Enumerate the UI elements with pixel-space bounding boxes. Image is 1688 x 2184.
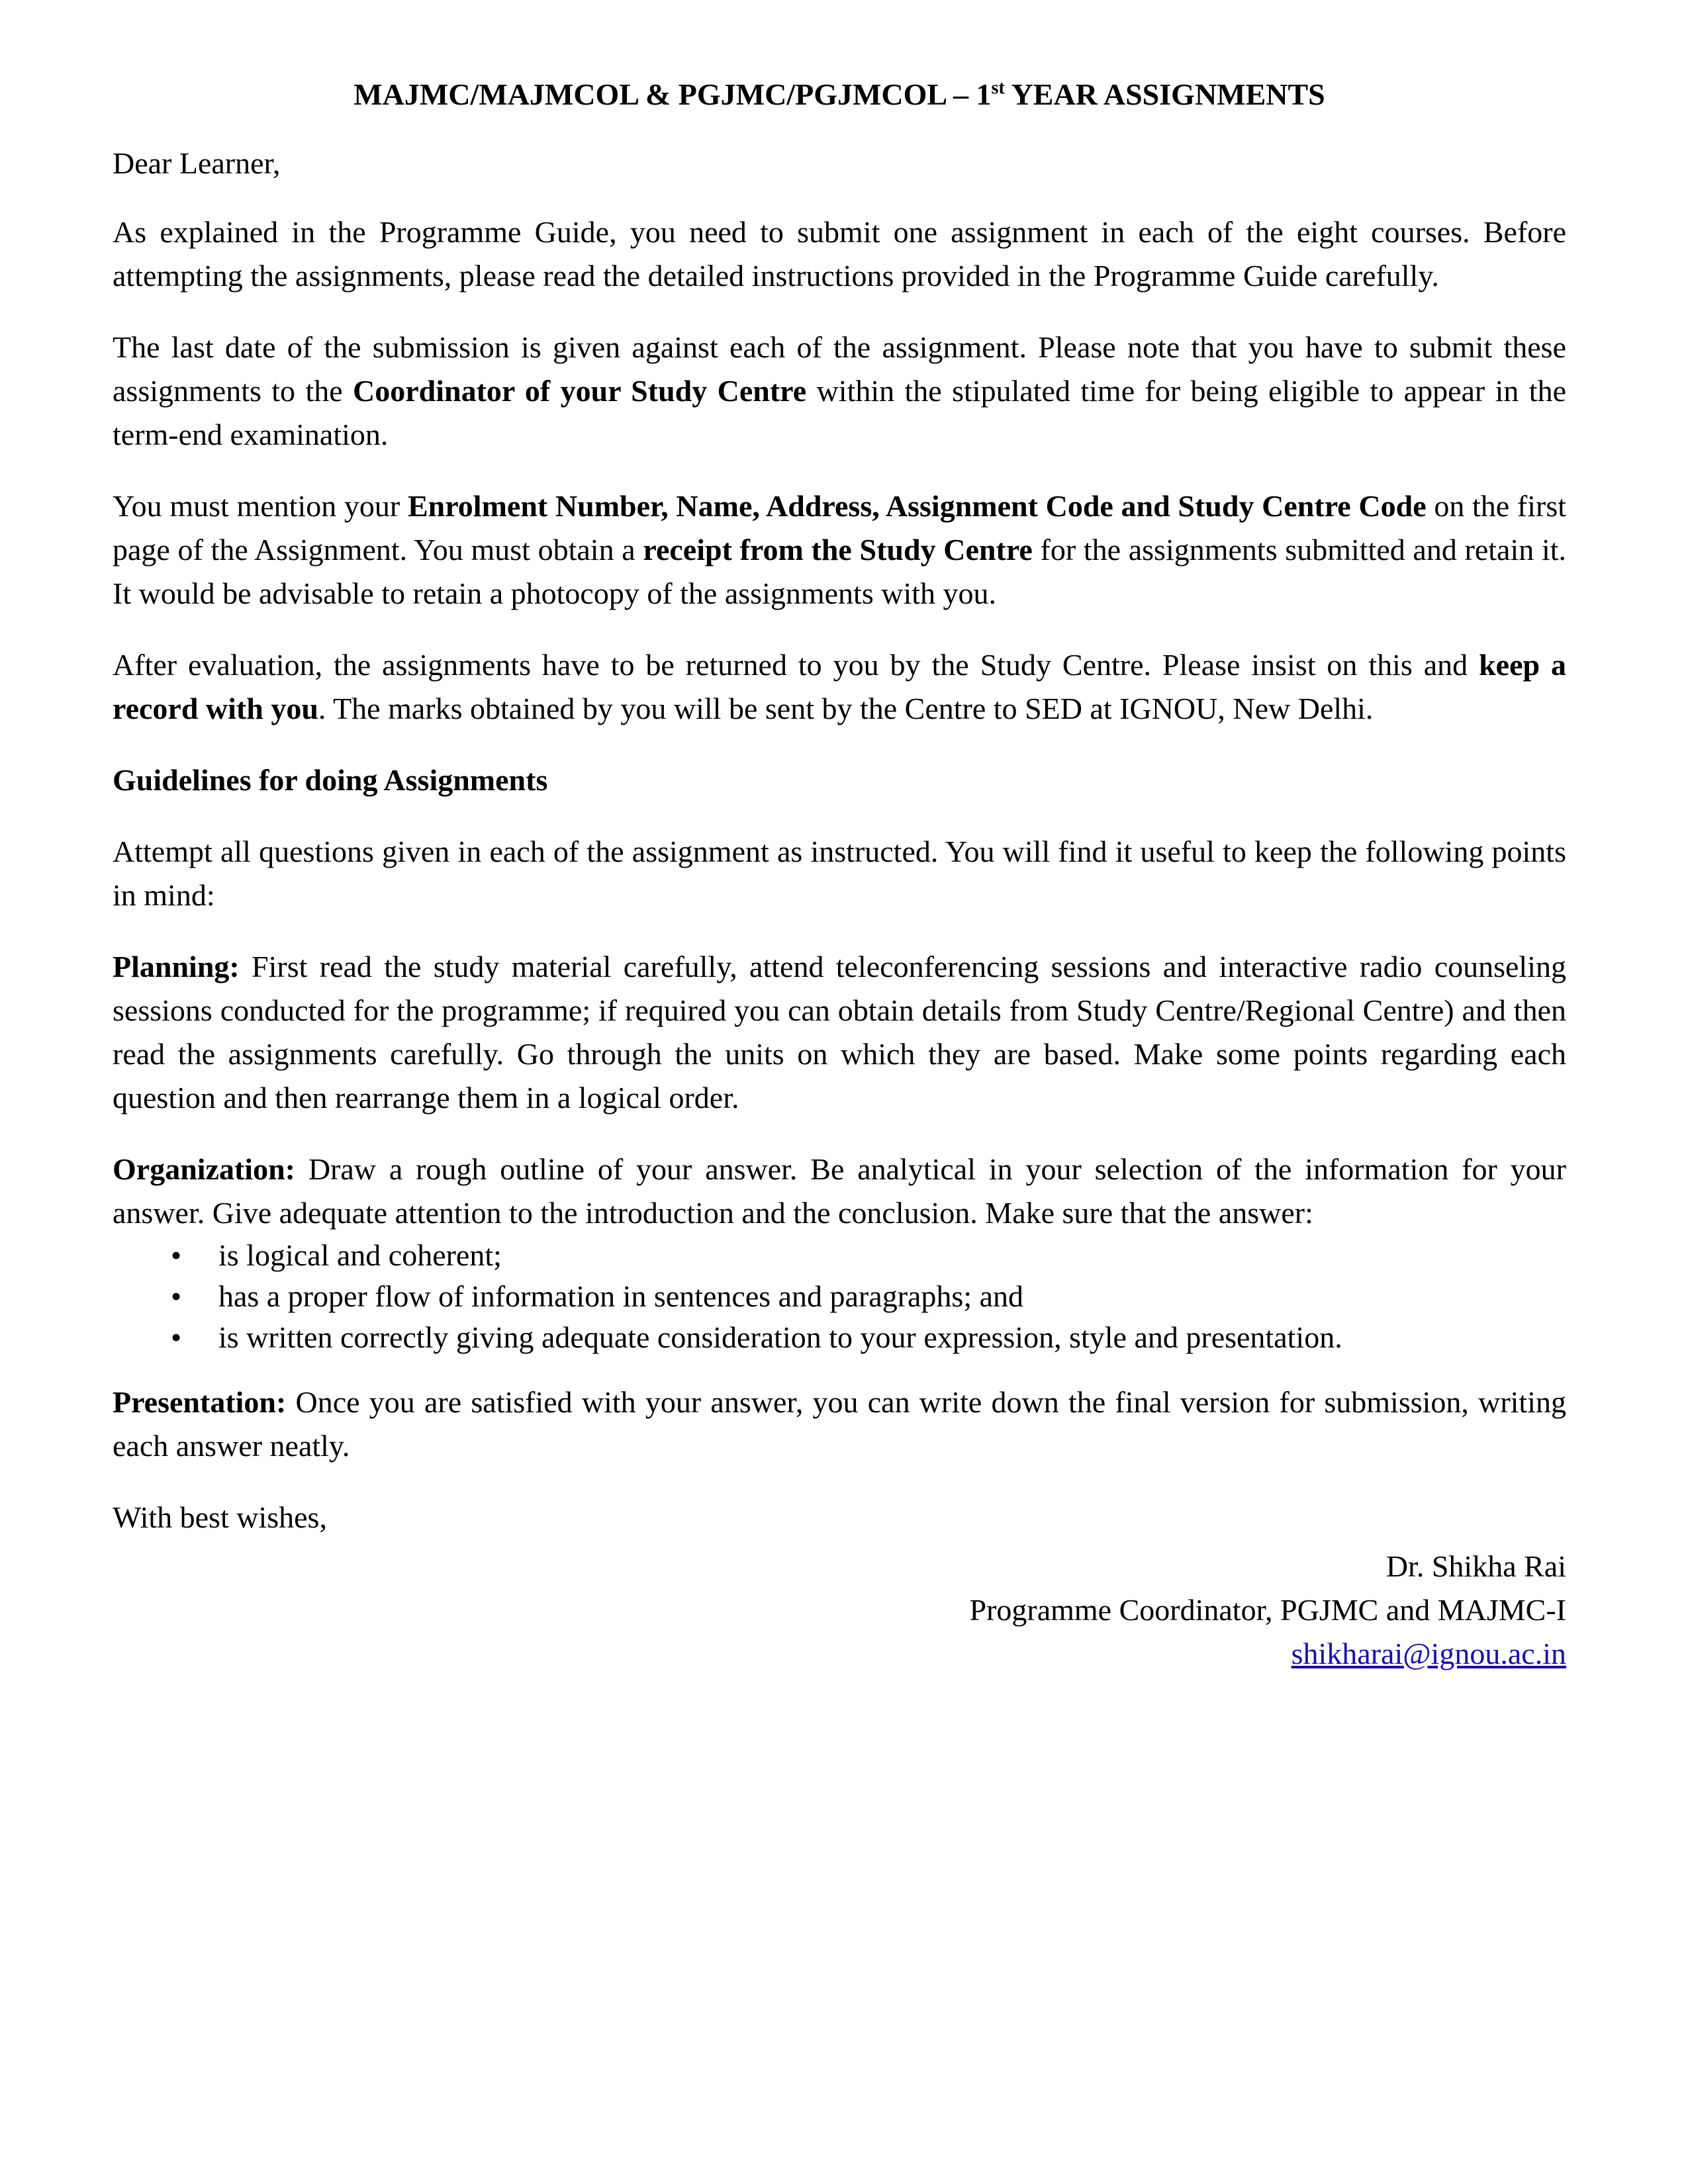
organization-label: Organization:: [113, 1152, 295, 1186]
email-link[interactable]: shikharai@ignou.ac.in: [1291, 1637, 1566, 1670]
signature-name: Dr. Shikha Rai: [1385, 1549, 1566, 1583]
title-main: MAJMC/MAJMCOL & PGJMC/PGJMCOL – 1: [353, 77, 992, 111]
signature-role: Programme Coordinator, PGJMC and MAJMC-I: [969, 1593, 1566, 1627]
emphasis-keep-record: keep a record with you: [113, 648, 1567, 725]
organization-bullet-list: [113, 1235, 1566, 1358]
salutation: Dear Learner,: [113, 146, 281, 180]
paragraph-attempt: Attempt all questions given in each of the assignment as instructed. You will find it useful to keep the following points in mind:: [113, 835, 1566, 912]
paragraph-planning: Planning: First read the study material carefully, attend teleconferencing sessions and interactive radio counseling sessions conducted for the programme; if required you can obtain details from Study Centre/Regional Centre) and then read the assignments carefully. Go through the units on which they are based. Make some points regarding each question and then rearrange them in a logical order.: [113, 950, 1566, 1115]
title-rest: YEAR ASSIGNMENTS: [1004, 77, 1325, 111]
presentation-label: Presentation:: [113, 1385, 287, 1419]
paragraph-presentation: Presentation: Once you are satisfied with your answer, you can write down the final version for submission, writing each answer neatly.: [113, 1385, 1566, 1463]
paragraph-organization: Organization: Draw a rough outline of your answer. Be analytical in your selection of the information for your answer. Give adequate attention to the introduction and the conclusion. Make sure that the answer:: [113, 1152, 1566, 1230]
paragraph-intro: As explained in the Programme Guide, you need to submit one assignment in each of the eight courses. Before attempting the assignments, please read the detailed instructions provided in the Programme Guide carefully.: [113, 215, 1566, 293]
paragraph-evaluation: After evaluation, the assignments have to be returned to you by the Study Centre. Please insist on this and keep a record with you. The marks obtained by you will be sent by the Centre to SED at IGNOU, New Delhi.: [113, 648, 1567, 725]
list-item: • is logical and coherent;: [113, 1235, 1566, 1276]
paragraph-submission: The last date of the submission is given against each of the assignment. Please note that you have to submit these assignments to the Coordinator of your Study Centre within the stipulated time for being eligible to appear in the term-end examination.: [113, 330, 1566, 451]
document-page: [113, 73, 1566, 1676]
list-item: • is written correctly giving adequate consideration to your expression, style and presentation.: [113, 1317, 1566, 1358]
guidelines-heading: Guidelines for doing Assignments: [113, 763, 548, 797]
bullet-icon: •: [171, 1238, 182, 1272]
signature-block: [113, 1545, 1566, 1676]
emphasis-coordinator: Coordinator of your Study Centre: [353, 374, 807, 408]
bullet-icon: •: [171, 1320, 182, 1354]
planning-label: Planning:: [113, 950, 240, 983]
emphasis-receipt: receipt from the Study Centre: [643, 533, 1033, 567]
paragraph-details: You must mention your Enrolment Number, Name, Address, Assignment Code and Study Centre Code on the first page of the Assignment. You must obtain a receipt from the Study Centre for the assignments submitted and retain it. It would be advisable to retain a photocopy of the assignments with you.: [113, 489, 1567, 610]
list-item: • has a proper flow of information in sentences and paragraphs; and: [113, 1276, 1566, 1317]
closing: With best wishes,: [113, 1500, 327, 1534]
bullet-icon: •: [171, 1279, 182, 1313]
emphasis-required-details: Enrolment Number, Name, Address, Assignment Code and Study Centre Code: [407, 489, 1427, 523]
title-superscript: st: [991, 77, 1005, 99]
page-title: [113, 73, 1566, 116]
